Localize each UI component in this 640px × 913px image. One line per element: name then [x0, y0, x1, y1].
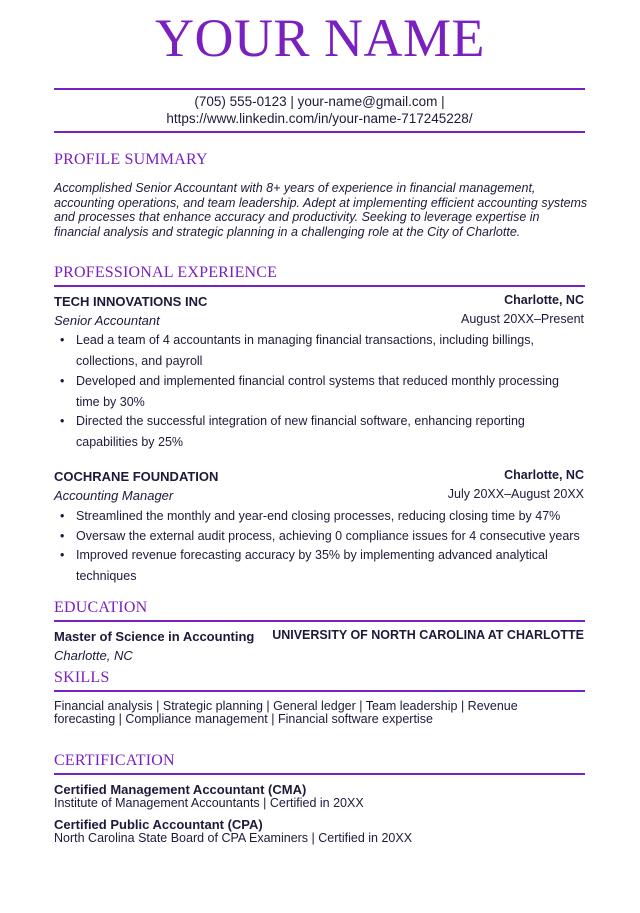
section-rule-education	[54, 620, 585, 622]
candidate-name: YOUR NAME	[154, 8, 485, 68]
job-company: TECH INNOVATIONS INC	[54, 294, 208, 309]
job-role: Senior Accountant	[54, 313, 160, 328]
section-rule-skills	[54, 690, 585, 692]
cert-name: Certified Management Accountant (CMA)	[54, 782, 307, 797]
section-rule-certification	[54, 773, 585, 775]
contact-info	[54, 93, 585, 127]
job-location: Charlotte, NC	[504, 293, 584, 307]
bullet-icon: •	[60, 333, 65, 347]
education-location: Charlotte, NC	[54, 648, 133, 663]
contact-phone-email: (705) 555-0123 | your-name@gmail.com |	[194, 94, 445, 109]
job-dates: July 20XX–August 20XX	[447, 487, 584, 501]
cert-info: North Carolina State Board of CPA Examiners | Certified in 20XX	[54, 831, 413, 845]
bullet-icon: •	[60, 529, 65, 543]
cert-name: Certified Public Accountant (CPA)	[54, 817, 263, 832]
list-item: • Streamlined the monthly and year-end closing processes, reducing closing time by 47%	[60, 509, 561, 523]
list-item: • Developed and implemented financial control systems that reduced monthly processing time by 30%	[60, 371, 580, 413]
bullet-icon: •	[60, 548, 65, 562]
header-rule-bottom	[54, 131, 585, 133]
job-dates: August 20XX–Present	[461, 312, 584, 326]
list-item: • Directed the successful integration of new financial software, enhancing reporting capabilities by 25%	[60, 411, 580, 453]
skills-text: Financial analysis | Strategic planning | General ledger | Team leadership | Revenue forecasting | Compliance management | Financial software expertise	[54, 699, 518, 726]
header-rule-top	[54, 88, 585, 90]
section-title-certification: CERTIFICATION	[54, 752, 175, 769]
list-item: • Oversaw the external audit process, achieving 0 compliance issues for 4 consecutive years	[60, 529, 580, 543]
job-bullets	[60, 508, 580, 587]
job-location: Charlotte, NC	[504, 468, 584, 482]
job-company: COCHRANE FOUNDATION	[54, 469, 219, 484]
education-school: UNIVERSITY OF NORTH CAROLINA AT CHARLOTTE	[272, 628, 584, 642]
section-title-experience: PROFESSIONAL EXPERIENCE	[54, 264, 278, 281]
profile-summary-text: Accomplished Senior Accountant with 8+ years of experience in financial management, accounting operations, and team leadership. Adept at implementing efficient accounting systems and processes that enhance accuracy and productivity. Seeking to leverage expertise in financial analysis and strategic planning in a challenging role at the City of Charlotte.	[54, 181, 588, 239]
contact-linkedin: https://www.linkedin.com/in/your-name-717245228/	[166, 111, 473, 126]
bullet-icon: •	[60, 414, 65, 428]
bullet-icon: •	[60, 509, 65, 523]
section-title-profile: PROFILE SUMMARY	[54, 151, 208, 168]
list-item: • Lead a team of 4 accountants in managing financial transactions, including billings, collections, and payroll	[60, 330, 580, 372]
section-title-skills: SKILLS	[54, 669, 110, 686]
section-title-education: EDUCATION	[54, 599, 148, 616]
cert-info: Institute of Management Accountants | Certified in 20XX	[54, 796, 364, 810]
education-degree: Master of Science in Accounting	[54, 629, 255, 644]
section-rule-experience	[54, 285, 585, 287]
job-bullets	[60, 330, 580, 452]
job-role: Accounting Manager	[54, 488, 174, 503]
list-item: • Improved revenue forecasting accuracy by 35% by implementing advanced analytical techniques	[60, 545, 580, 587]
bullet-icon: •	[60, 373, 65, 388]
